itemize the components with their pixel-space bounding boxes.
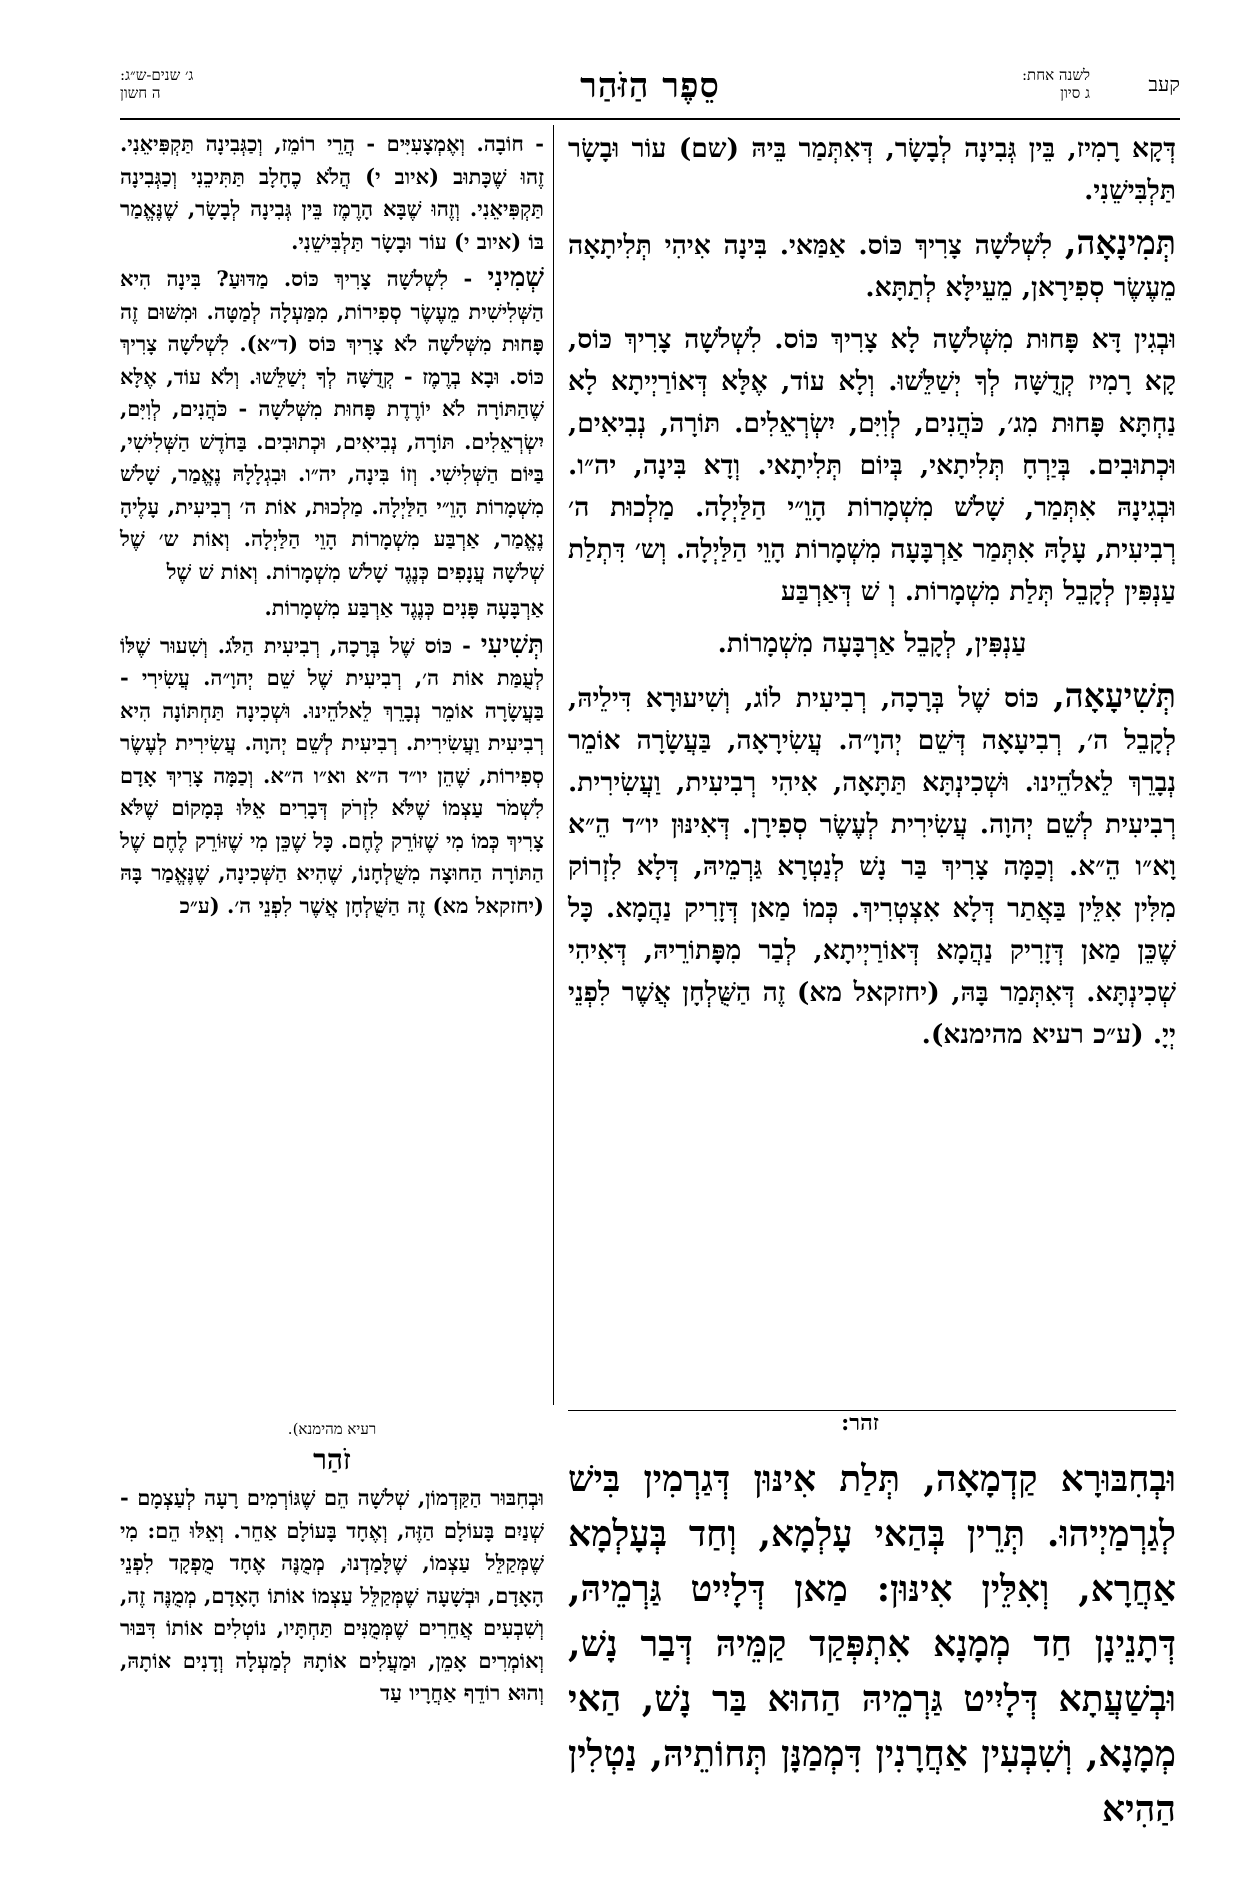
section-end-note: רעיא מהימנא). <box>287 1420 377 1438</box>
paragraph-text: כּוֹס שֶׁל בְּרָכָה, רְבִיעִית לוֹג, וְשִׁיעוּרָא דִּילֵיהּ, לְקָבֵל ה׳, רְבִיעָאָה דְּשֵׁם יְהוָ״ה. עֲשִׂירָאָה, בַּעֲשָׂרָה אוֹמֵר נְבָרֵךְ לֵאלֹהֵינוּ. וּשְׁכִינְתָּא תַּתָּאָה, אִיהִי רְבִיעִית, וַעֲשִׂירִית. רְבִיעִית לְשֵׁם יְהוָה. עֲשִׂירִית לְעֶשֶׂר סְפִירָן. דְּאִינּוּן יו״ד הֵ״א וָא״ו הֵ״א. וְכַמָּה צָרִיךְ בַּר נָשׁ לְנַטְרָא גַּרְמֵיהּ, דְּלָא לִזְרוֹק מִלִּין אִלֵּין בַּאֲתַר דְּלָא אִצְטְרִיךְ. כְּמוֹ מַאן דְּזָרִיק נַהֲמָא. כָּל שֶׁכֵּן מַאן דְּזָרִיק נַהֲמָא דְּאוֹרַיְיתָא, לְבַר מִפָּתוֹרֵיהּ, דְּאִיהִי שְׁכִינְתָּא. דְּאִתְּמַר בָּהּ, (יחזקאל מא) זֶה הַשֻּׁלְחָן אֲשֶׁר לִפְנֵי יְיָ. (ע״כ רעיא מהימנא). <box>568 683 1176 1050</box>
folio-number: קעב <box>1148 72 1180 96</box>
book-title: סֵפֶר הַזֹּהַר <box>580 66 720 106</box>
paragraph <box>120 262 544 588</box>
paragraph-text: לִשְׁלֹשָׁה צָרִיךְ כּוֹס. אַמַּאי. בִּינָה אִיהִי תְּלִיתָאָה מֵעֶשֶׂר סְפִירָאן, מֵעֵילָּא לְתַתָּא. <box>568 230 1176 303</box>
right-header-info <box>1022 66 1090 102</box>
page-header <box>120 66 1180 118</box>
hebrew-translation-column <box>120 128 544 926</box>
cycle-date: ה חשון <box>120 84 161 102</box>
paragraph <box>120 629 544 923</box>
lead-word: תְּמִינָאָה, <box>1064 223 1176 262</box>
lead-word: תְּשִׁיעָאָה, <box>1053 676 1176 715</box>
paragraph <box>568 222 1176 309</box>
aramaic-column <box>568 128 1176 1066</box>
zohar-heading: זהר: <box>841 1410 879 1436</box>
zohar-hebrew-text: וּבְחִבּוּר הַקַּדְמוֹן, שְׁלֹשָׁה הֵם שֶׁגּוֹרְמִים רָעָה לְעַצְמָם - שְׁנַיִם בָּעוֹלָם הַזֶּה, וְאֶחָד בָּעוֹלָם אַחֵר. וְאֵלּוּ הֵם: מִי שֶׁמְּקַלֵּל עַצְמוֹ, שֶׁלָּמַדְנוּ, מְמֻנֶּה אֶחָד מֻפְקָד לִפְנֵי הָאָדָם, וּבְשָׁעָה שֶׁמְּקַלֵּל עַצְמוֹ אוֹתוֹ הָאָדָם, מְמֻנֶּה זֶה, וְשִׁבְעִים אֲחֵרִים שֶׁמְּמֻנִּים תַּחְתָּיו, נוֹטְלִים אוֹתוֹ דִּבּוּר וְאוֹמְרִים אָמֵן, וּמַעֲלִים אוֹתָהּ לְמַעְלָה וְדָנִים אוֹתָהּ, וְהוּא רוֹדֵף אַחֲרָיו עַד <box>120 1485 544 1705</box>
paragraph <box>568 675 1176 1056</box>
paragraph: אַרְבָּעָה פָּנִים כְּנֶגֶד אַרְבַּע מִשְׁמָרוֹת. <box>264 595 544 620</box>
lead-word: שְׁמִינִי <box>487 262 544 293</box>
zohar-aramaic-text: וּבְחִבּוּרָא קַדְמָאָה, תְּלַת אִינּוּן דְּגַרְמִין בִּישׁ לְגַרְמַיְיהוּ. תְּרֵין בְּהַאי עָלְמָא, וְחַד בְּעָלְמָא אַחֲרָא, וְאִלֵּין אִינּוּן: מַאן דְּלָיִיט גַּרְמֵיהּ, דְּתָנֵינָן חַד מְמָנָא אִתְפְּקַד קַמֵּיהּ דְּבַר נָשׁ, וּבְשַׁעֲתָא דְּלָיִיט גַּרְמֵיהּ הַהוּא בַּר נָשׁ, הַאי מְמָנָא, וְשִׁבְעִין אַחֲרָנִין דִּמְמַנָּן תְּחוֹתֵיהּ, נַטְלִין הַהִיא <box>568 1458 1176 1830</box>
header-rule <box>120 118 1180 120</box>
paragraph: דְּקָא רָמִיז, בֵּין גְּבִינָה לְבָשָׂר, דְּאִתְּמַר בֵּיהּ (שם) עוֹר וּבָשָׂר תַּלְבִּישֵׁנִי. <box>568 133 1176 206</box>
paragraph: - חוֹבָה. וְאֶמְצָעִיִּים - הֲרֵי רוֹמֵז, וְכַגְּבִינָה תַּקְפִּיאֵנִי. זֶהוּ שֶׁכָּתוּב (איוב י) הֲלֹא כֶחָלָב תַּתִּיכֵנִי וְכַגְּבִינָה תַּקְפִּיאֵנִי. וְזֶהוּ שֶׁבָּא הָרֶמֶז בֵּין גְּבִינָה לְבָשָׂר, שֶׁנֶּאֱמַר בּוֹ (איוב י) עוֹר וּבָשָׂר תַּלְבִּישֵׁנִי. <box>120 131 544 254</box>
lead-word: תְּשִׁיעִי <box>480 628 544 660</box>
reading-date: ג סיון <box>1060 84 1090 102</box>
cycle-label: ג׳ שנים-ש״ג: <box>120 66 194 84</box>
zohar-heading: זֹהַר <box>313 1443 351 1476</box>
paragraph-text: - לִשְׁלֹשָׁה צָרִיךְ כּוֹס. מַדּוּעַ? בִּינָה הִיא הַשְּׁלִישִׁית מֵעֶשֶׂר סְפִירוֹת, מִמַּעְלָה לְמַטָּה. וּמִשּׁוּם זֶה פָּחוּת מִשְּׁלֹשָׁה לֹא צָרִיךְ כּוֹס (ד״א). לִשְׁלֹשָׁה צָרִיךְ כּוֹס. וּבָא בְרֶמֶז - קְדֻשָּׁה לְךָ יְשַׁלֵּשׁוּ. וְלֹא עוֹד, אֶלָּא שֶׁהַתּוֹרָה לֹא יוֹרֶדֶת פָּחוּת מִשְּׁלֹשָׁה - כֹּהֲנִים, לְוִיִּם, יִשְׂרְאֵלִים. תּוֹרָה, נְבִיאִים, וּכְתוּבִים. בַּחֹדֶשׁ הַשְּׁלִישִׁי, בַּיּוֹם הַשְּׁלִישִׁי. וְזוֹ בִּינָה, יה״ו. וּבִגְלָלָהּ נֶאֱמַר, שָׁלֹשׁ מִשְׁמָרוֹת הָוֵ״י הַלַּיְלָה. מַלְכוּת, אוֹת ה׳ רְבִיעִית, עָלֶיהָ נֶאֱמַר, אַרְבַּע מִשְׁמָרוֹת הָוֵי הַלַּיְלָה. וְאוֹת ש׳ שֶׁל שְׁלֹשָׁה עֲנָפִים כְּנֶגֶד שָׁלֹשׁ מִשְׁמָרוֹת. וְאוֹת שׁ שֶׁל <box>120 266 544 584</box>
paragraph: וּבְגִין דָּא פָּחוּת מִשְּׁלֹשָׁה לָא צָרִיךְ כּוֹס. לִשְׁלֹשָׁה צָרִיךְ כּוֹס, קָא רָמִיז קְדֻשָּׁה לְךָ יְשַׁלֵּשׁוּ. וְלָא עוֹד, אֶלָּא דְּאוֹרַיְיתָא לָא נַחְתָּא פָּחוּת מִג׳, כֹּהֲנִים, לְוִיִּם, יִשְׂרְאֵלִים. תּוֹרָה, נְבִיאִים, וּכְתוּבִים. בְּיַרְחָ תְּלִיתָאי, בְּיוֹם תְּלִיתָאי. וְדָא בִּינָה, יה״ו. וּבְגִינָהּ אִתְּמַר, שָׁלֹשׁ מִשְׁמָרוֹת הָוֵ״י הַלַּיְלָה. מַלְכוּת ה׳ רְבִיעִית, עָלָהּ אִתְּמַר אַרְבָּעָה מִשְׁמָרוֹת הָוֵי הַלַּיְלָה. וְש׳ דִּתְלַת עַנְפִּין לְקָבֵל תְּלַת מִשְׁמָרוֹת. וְ שׁ דְּאַרְבַּע <box>568 324 1176 607</box>
left-header-info <box>120 66 193 102</box>
zohar-translation-heading <box>120 1420 544 1477</box>
paragraph: עַנְפִּין, לְקָבֵל אַרְבָּעָה מִשְׁמָרוֹת. <box>717 628 1027 659</box>
paragraph-text: - כּוֹס שֶׁל בְּרָכָה, רְבִיעִית הַלֹּג. וְשִׁעוּר שֶׁלּוֹ לְעֻמַּת אוֹת ה׳, רְבִיעִית שֶׁל שֵׁם יְהוָ״ה. עֲשִׂירִי - בַּעֲשָׂרָה אוֹמֵר נְבָרֵךְ לֵאלֹהֵינוּ. וּשְׁכִינָה תַּחְתּוֹנָה הִיא רְבִיעִית וַעֲשִׂירִית. רְבִיעִית לְשֵׁם יְהוָה. עֲשִׂירִית לְעֶשֶׂר סְפִירוֹת, שֶׁהֵן יו״ד ה״א וא״ו ה״א. וְכַמָּה צָרִיךְ אָדָם לִשְׁמֹר עַצְמוֹ שֶׁלֹּא לִזְרֹק דְּבָרִים אֵלּוּ בְּמָקוֹם שֶׁלֹּא צָרִיךְ כְּמוֹ מִי שֶׁזּוֹרֵק לֶחֶם. כָּל שֶׁכֵּן מִי שֶׁזּוֹרֵק לֶחֶם שֶׁל הַתּוֹרָה הַחוּצָה מִשֻּׁלְחָנוֹ, שֶׁהִיא הַשְּׁכִינָה, שֶׁנֶּאֱמַר בָּהּ (יחזקאל מא) זֶה הַשֻּׁלְחָן אֲשֶׁר לִפְנֵי ה׳. (ע״כ <box>120 632 544 918</box>
column-divider <box>553 125 554 1405</box>
reading-schedule: לשנה אחת: <box>1022 66 1090 84</box>
